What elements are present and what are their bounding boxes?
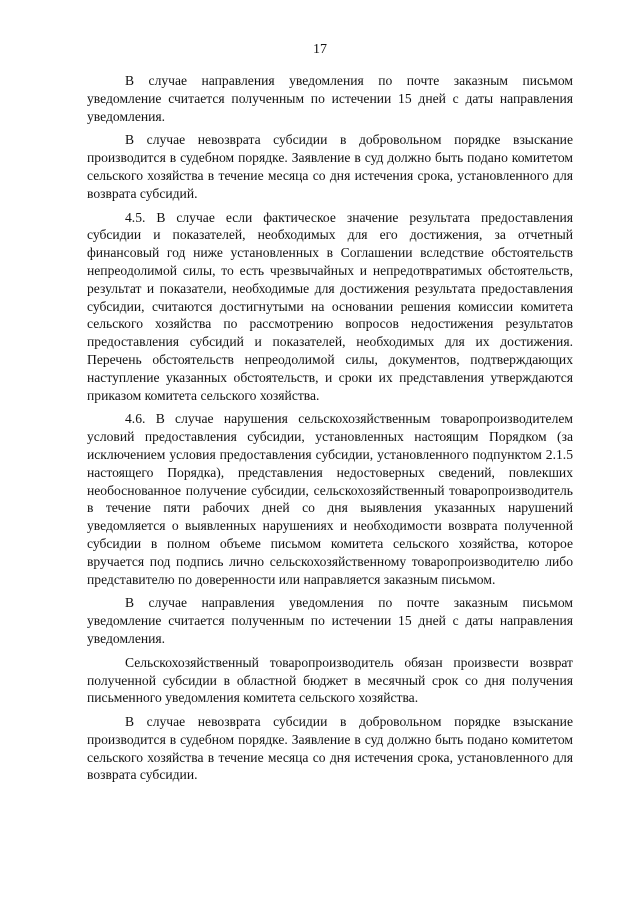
page-number: 17 [313, 42, 327, 57]
paragraph-court-recovery: В случае невозврата субсидии в добровольном порядке взыскание производится в судебном порядке. Заявление в суд должно быть подано комитетом сельского хозяйства в течение месяца со дня истечения срока, установленного для возврата субсидий. [87, 132, 573, 201]
paragraph-court-recovery-2: В случае невозврата субсидии в добровольном порядке взыскание производится в судебном порядке. Заявление в суд должно быть подано комитетом сельского хозяйства в течение месяца со дня истечения срока, установленного для возврата субсидии. [87, 714, 573, 783]
paragraph-repayment-obligation: Сельскохозяйственный товаропроизводитель обязан произвести возврат полученной субсидии в областной бюджет в месячный срок со дня получения письменного уведомления комитета сельского хозяйства. [87, 654, 573, 706]
paragraph-notice-received-2: В случае направления уведомления по почте заказным письмом уведомление считается полученным по истечении 15 дней с даты направления уведомления. [87, 595, 573, 646]
paragraph-notice-received: В случае направления уведомления по почте заказным письмом уведомление считается полученным по истечении 15 дней с даты направления уведомления. [87, 73, 573, 124]
paragraph-clause-4-6: 4.6. В случае нарушения сельскохозяйственным товаропроизводителем условий предоставления субсидии, установленных настоящим Порядком (за исключением условия предоставления субсидии, установленного подпунктом 2.1.5 настоящего Порядка), представления недостоверных сведений, повлекших необоснованное получение субсидии, сельскохозяйственный товаропроизводитель в течение пяти рабочих дней со дня выявления указанных нарушений уведомляется о выявленных нарушениях и необходимости возврата полученной субсидии в полном объеме письмом комитета сельского хозяйства, которое вручается под подпись лично сельскохозяйственному товаропроизводителю либо представителю по доверенности или направляется заказным письмом. [87, 411, 573, 587]
document-body [87, 72, 573, 790]
paragraph-clause-4-5: 4.5. В случае если фактическое значение результата предоставления субсидии и показателей, необходимых для его достижения, за отчетный финансовый год ниже установленных в Соглашении вследствие обстоятельств непреодолимой силы, то есть чрезвычайных и непредотвратимых обстоятельств, результат и показатели, необходимые для достижения результата предоставления субсидии, считаются достигнутыми на основании решения комиссии комитета сельского хозяйства по рассмотрению вопросов недостижения результатов предоставления субсидий и показателей, необходимых для их достижения. Перечень обстоятельств непреодолимой силы, документов, подтверждающих наступление указанных обстоятельств, и сроки их представления утверждаются приказом комитета сельского хозяйства. [87, 209, 573, 403]
